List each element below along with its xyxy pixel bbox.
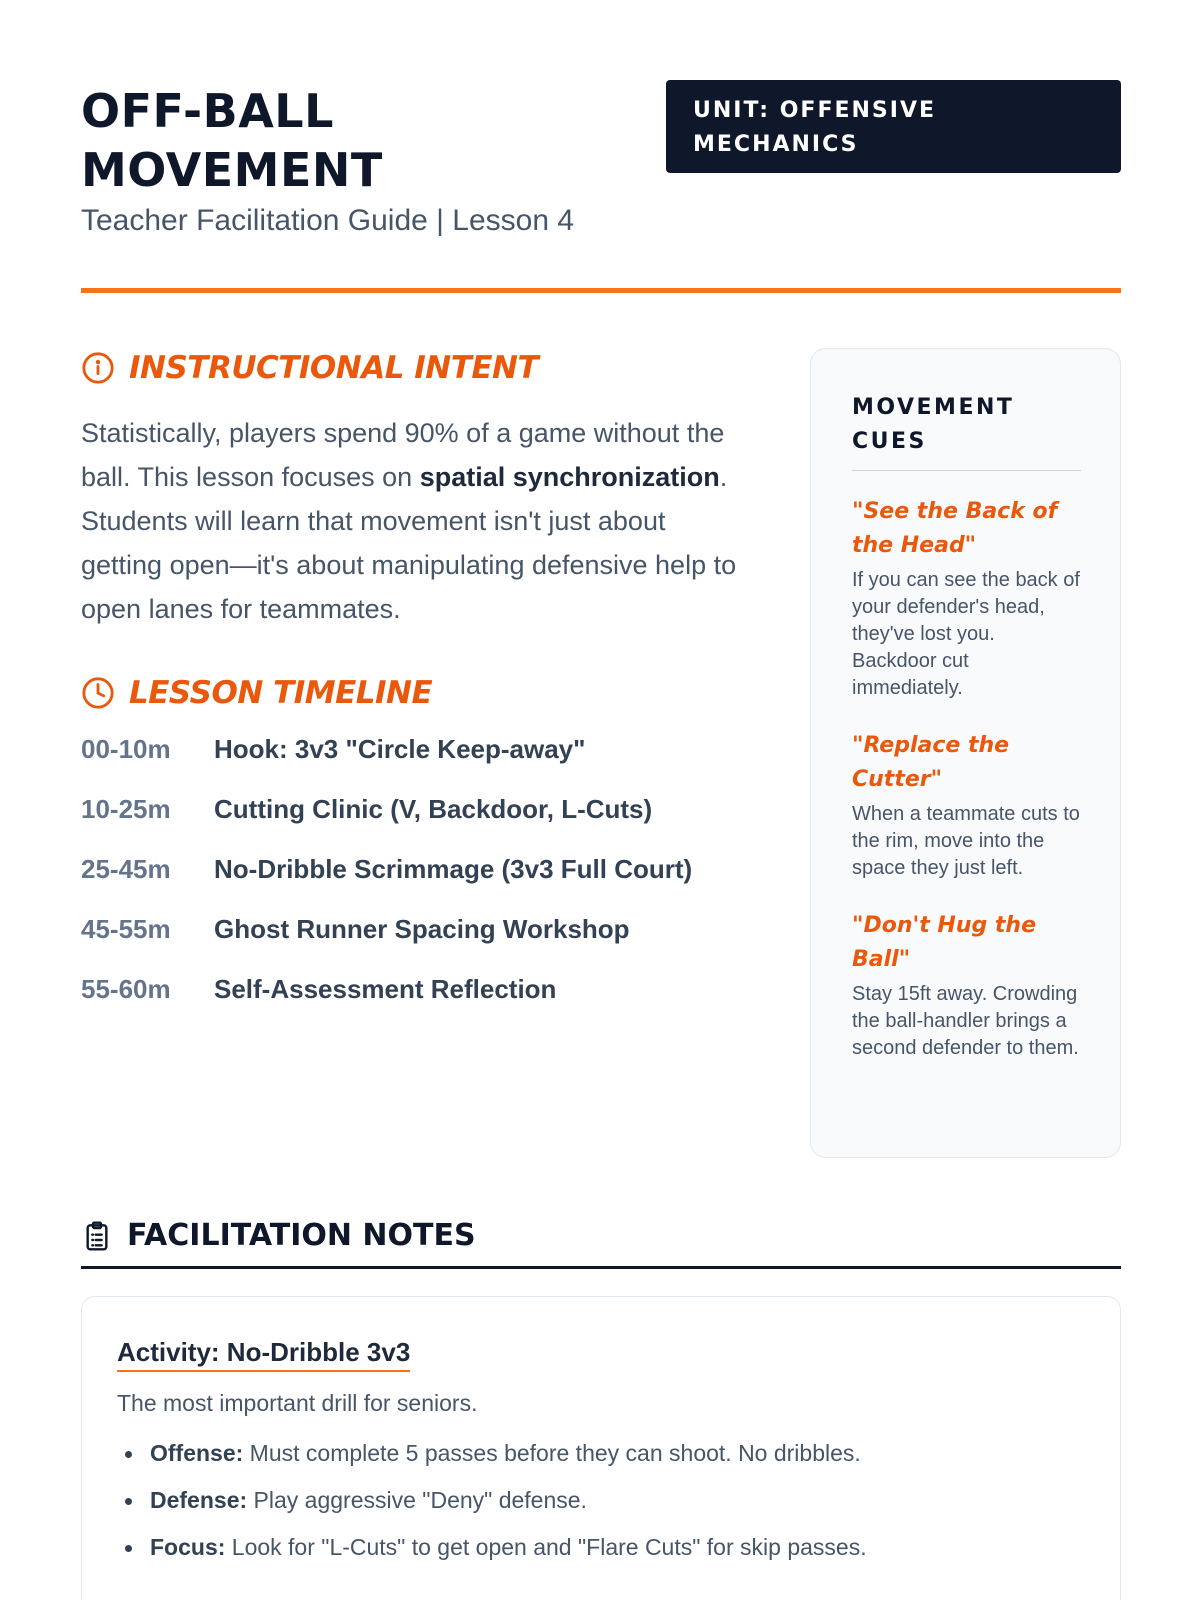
cue-item [852, 729, 1082, 882]
point-text: Look for "L-Cuts" to get open and "Flare Cuts" for skip passes. [225, 1534, 867, 1560]
page-subtitle: Teacher Facilitation Guide | Lesson 4 [81, 204, 575, 237]
cue-title: "Don't Hug the Ball" [852, 913, 1036, 972]
intent-text-start: Statistically, players spend 90% of a game without the ball. This lesson focuses on [81, 418, 725, 492]
cues-divider [852, 470, 1081, 471]
title-line-1: OFF-BALL [81, 84, 334, 138]
cue-body: Stay 15ft away. Crowding the ball-handler brings a second defender to them. [852, 983, 1079, 1059]
list-item [117, 1531, 867, 1578]
timeline-time: 55-60m [81, 974, 171, 1004]
timeline-row [81, 974, 761, 1034]
point-text: Play aggressive "Deny" defense. [247, 1487, 587, 1513]
notes-heading [81, 1218, 476, 1253]
notes-divider [81, 1266, 1121, 1269]
cue-title: "Replace the Cutter" [852, 733, 1010, 792]
point-label: Focus: [150, 1534, 226, 1560]
movement-cues-panel [810, 348, 1121, 1158]
timeline-row [81, 854, 761, 914]
intent-heading [81, 350, 538, 386]
cue-item [852, 495, 1082, 702]
point-label: Offense: [150, 1440, 244, 1466]
cue-title: "See the Back of the Head" [852, 499, 1058, 558]
cue-item [852, 909, 1082, 1062]
timeline-time: 45-55m [81, 914, 171, 944]
intent-heading-label: INSTRUCTIONAL INTENT [129, 350, 539, 386]
point-label: Defense: [150, 1487, 248, 1513]
header-divider [81, 288, 1121, 293]
notes-heading-label: FACILITATION NOTES [127, 1218, 476, 1253]
lesson-timeline [81, 734, 761, 1034]
clock-icon [81, 676, 115, 710]
timeline-activity: Ghost Runner Spacing Workshop [214, 914, 630, 944]
timeline-time: 25-45m [81, 854, 171, 884]
intent-text-emphasis: spatial synchronization [419, 462, 720, 492]
unit-badge [666, 80, 1121, 173]
activity-title: Activity: No-Dribble 3v3 [117, 1337, 410, 1372]
list-item [117, 1437, 867, 1484]
intent-text-end: . Students will learn that movement isn't just about getting open—it's about manipulating defensive help to open lanes for teammates. [81, 462, 737, 624]
timeline-activity: Cutting Clinic (V, Backdoor, L-Cuts) [214, 794, 653, 824]
page-header [81, 0, 1121, 294]
list-item [117, 1484, 867, 1531]
timeline-row [81, 914, 761, 974]
activity-card [81, 1296, 1121, 1600]
timeline-row [81, 794, 761, 854]
title-line-2: MOVEMENT [81, 143, 383, 197]
unit-badge-line-1: UNIT: OFFENSIVE [693, 98, 937, 123]
timeline-activity: Self-Assessment Reflection [214, 974, 557, 1004]
timeline-activity: No-Dribble Scrimmage (3v3 Full Court) [214, 854, 693, 884]
lesson-guide-page [81, 0, 1121, 1560]
activity-points [117, 1437, 867, 1578]
timeline-heading-label: LESSON TIMELINE [129, 675, 433, 711]
timeline-activity: Hook: 3v3 "Circle Keep-away" [214, 734, 586, 764]
clipboard-icon [81, 1219, 113, 1253]
cue-body: When a teammate cuts to the rim, move into the space they just left. [852, 803, 1080, 879]
info-circle-icon [81, 351, 115, 385]
activity-subtitle: The most important drill for seniors. [117, 1390, 478, 1416]
timeline-time: 00-10m [81, 734, 171, 764]
timeline-heading [81, 675, 432, 711]
unit-badge-line-2: MECHANICS [693, 132, 859, 157]
cues-title: MOVEMENT CUES [852, 395, 1015, 454]
point-text: Must complete 5 passes before they can shoot. No dribbles. [243, 1440, 861, 1466]
page-title [81, 82, 601, 200]
timeline-time: 10-25m [81, 794, 171, 824]
timeline-row [81, 734, 761, 794]
intent-paragraph [81, 411, 751, 631]
cue-body: If you can see the back of your defender's head, they've lost you. Backdoor cut immediately. [852, 569, 1080, 699]
